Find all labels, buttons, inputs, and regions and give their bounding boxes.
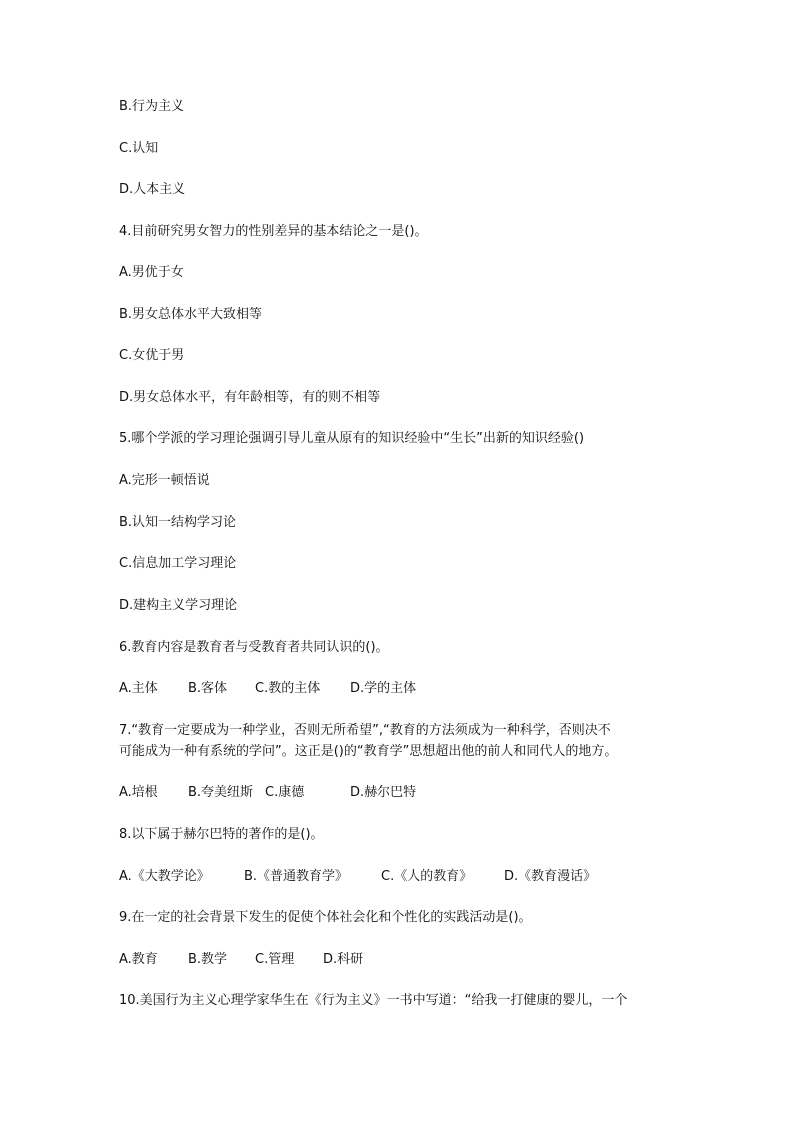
q7-stem-line2: 可能成为一种有系统的学问”。这正是()的“教育学”思想超出他的前人和同代人的地方。: [119, 744, 618, 759]
q9-stem: 9.在一定的社会背景下发生的促使个体社会化和个性化的实践活动是()。: [119, 910, 532, 925]
q5-option-a: A.完形一顿悟说: [119, 473, 210, 488]
q9-option-b: B.教学: [188, 952, 228, 967]
q9-option-d: D.科研: [323, 952, 364, 967]
q4-option-b: B.男女总体水平大致相等: [119, 307, 263, 322]
q6-options: [119, 679, 679, 699]
q8-option-b: B.《普通教育学》: [244, 869, 349, 884]
q10-stem: 10.美国行为主义心理学家华生在《行为主义》一书中写道：“给我一打健康的婴儿，一个: [119, 993, 628, 1008]
q3-option-d: D.人本主义: [119, 182, 186, 197]
q5-stem: 5.哪个学派的学习理论强调引导儿童从原有的知识经验中“生长”出新的知识经验(): [119, 431, 585, 446]
q4-option-c: C.女优于男: [119, 348, 185, 363]
q3-option-b: B.行为主义: [119, 99, 185, 114]
q4-option-d: D.男女总体水平，有年龄相等，有的则不相等: [119, 390, 381, 405]
q8-options: [119, 867, 679, 887]
q8-stem: 8.以下属于赫尔巴特的著作的是()。: [119, 827, 324, 842]
q6-option-b: B.客体: [188, 681, 228, 696]
q9-options: [119, 950, 679, 970]
q7-option-c: C.康德: [265, 785, 305, 800]
q7-option-b: B.夸美纽斯: [188, 785, 254, 800]
q3-option-c: C.认知: [119, 141, 159, 156]
q7-options: [119, 783, 679, 803]
q7-option-d: D.赫尔巴特: [350, 785, 417, 800]
q5-option-b: B.认知一结构学习论: [119, 515, 237, 530]
q8-option-c: C.《人的教育》: [381, 869, 473, 884]
q9-option-a: A.教育: [119, 952, 158, 967]
q7-stem-line1: 7.“教育一定要成为一种学业，否则无所希望”,“教育的方法须成为一种科学，否则决不: [119, 723, 611, 738]
q6-stem: 6.教育内容是教育者与受教育者共同认识的()。: [119, 640, 389, 655]
q8-option-d: D.《教育漫话》: [504, 869, 597, 884]
q5-option-c: C.信息加工学习理论: [119, 556, 237, 571]
q7-option-a: A.培根: [119, 785, 158, 800]
q6-option-c: C.教的主体: [255, 681, 321, 696]
q4-stem: 4.目前研究男女智力的性别差异的基本结论之一是()。: [119, 224, 428, 239]
q6-option-d: D.学的主体: [350, 681, 417, 696]
q6-option-a: A.主体: [119, 681, 158, 696]
q5-option-d: D.建构主义学习理论: [119, 598, 238, 613]
q8-option-a: A.《大教学论》: [119, 869, 210, 884]
q9-option-c: C.管理: [255, 952, 295, 967]
q4-option-a: A.男优于女: [119, 265, 184, 280]
